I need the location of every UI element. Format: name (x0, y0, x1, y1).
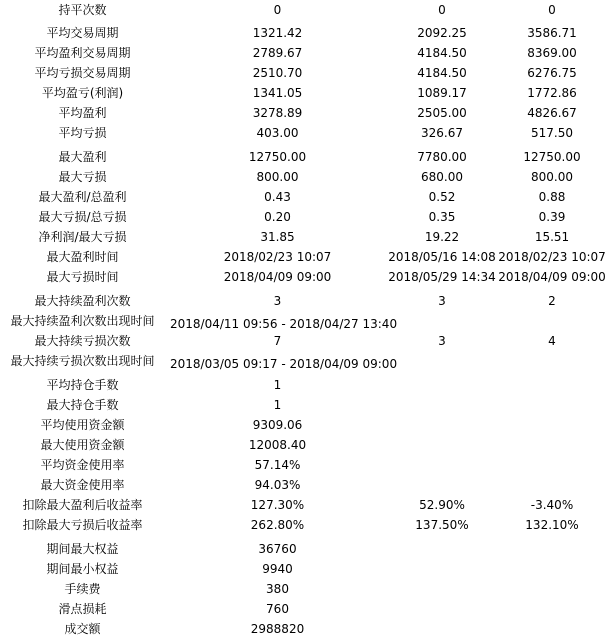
row-label: 最大亏损 (58, 170, 107, 184)
value-cell-3: 2018/02/23 10:07 (498, 250, 606, 264)
table-row (0, 455, 615, 475)
table-row (0, 83, 615, 103)
value-cell-3 (496, 415, 608, 435)
value-cell-3: 0 (548, 3, 556, 17)
row-label: 最大持续盈利次数 (34, 294, 131, 308)
row-label: 最大持续盈利次数出现时间 (10, 314, 155, 328)
row-label: 平均资金使用率 (40, 458, 125, 472)
value-cell-3: 0.88 (538, 190, 566, 204)
value-cell-3: 15.51 (534, 230, 570, 244)
table-row (0, 23, 615, 43)
table-row (0, 579, 615, 599)
table-row (0, 435, 615, 455)
row-label: 最大亏损时间 (46, 270, 119, 284)
value-cell-1: 0 (273, 3, 282, 17)
table-row (0, 559, 615, 579)
value-cell-2: 2505.00 (417, 106, 467, 120)
value-cell-3 (496, 599, 608, 619)
value-cell-1: 9940 (262, 562, 293, 576)
value-cell-3 (496, 311, 608, 331)
row-label: 平均交易周期 (46, 26, 119, 40)
row-label: 最大盈利 (58, 150, 107, 164)
table-row (0, 43, 615, 63)
value-cell-2 (388, 539, 496, 559)
value-cell-2: 2018/05/29 14:34 (388, 270, 496, 284)
value-cell-1: 12008.40 (248, 438, 307, 452)
value-cell-3 (496, 351, 608, 371)
value-cell-2: 0 (438, 3, 446, 17)
table-row (0, 415, 615, 435)
table-row (0, 395, 615, 415)
row-label: 平均亏损 (58, 126, 107, 140)
row-label: 最大持续亏损次数出现时间 (10, 354, 155, 368)
value-cell-2 (388, 395, 496, 415)
value-cell-3 (496, 475, 608, 495)
value-cell-1: 9309.06 (252, 418, 303, 432)
value-cell-2: 3 (438, 294, 446, 308)
value-cell-3: 132.10% (525, 518, 579, 532)
value-cell-1: 403.00 (256, 126, 299, 140)
table-row (0, 0, 615, 20)
value-cell-3: 8369.00 (527, 46, 577, 60)
table-row (0, 267, 615, 287)
value-cell-1: 0.43 (264, 190, 291, 204)
table-row (0, 63, 615, 83)
value-cell-2: 0.35 (428, 210, 456, 224)
value-cell-3 (496, 395, 608, 415)
table-row (0, 167, 615, 187)
table-row (0, 147, 615, 167)
table-row (0, 123, 615, 143)
row-label: 成交额 (64, 622, 101, 636)
value-cell-1: 12750.00 (248, 150, 307, 164)
value-cell-3: 2018/04/09 09:00 (498, 270, 606, 284)
value-cell-3: 12750.00 (523, 150, 581, 164)
value-cell-2 (388, 619, 496, 639)
value-cell-1: 1341.05 (252, 86, 303, 100)
table-row (0, 291, 615, 311)
row-label: 手续费 (64, 582, 101, 596)
value-cell-1: 760 (266, 602, 289, 616)
value-cell-1: 127.30% (250, 498, 305, 512)
value-cell-3 (496, 435, 608, 455)
value-cell-2 (388, 435, 496, 455)
value-cell-1: 3278.89 (252, 106, 303, 120)
table-row (0, 375, 615, 395)
value-cell-2: 326.67 (421, 126, 463, 140)
value-cell-2 (388, 579, 496, 599)
value-cell-3 (496, 539, 608, 559)
value-cell-2 (388, 351, 496, 371)
table-row (0, 475, 615, 495)
value-cell-3: 517.50 (531, 126, 573, 140)
row-label: 滑点损耗 (58, 602, 107, 616)
value-cell-1: 2510.70 (252, 66, 303, 80)
row-label: 持平次数 (58, 3, 107, 17)
table-row (0, 351, 615, 371)
value-cell-3: 0.39 (538, 210, 566, 224)
value-cell-3: 3586.71 (527, 26, 577, 40)
value-cell-1: 2018/02/23 10:07 (223, 250, 332, 264)
value-cell-2: 19.22 (424, 230, 460, 244)
row-label: 扣除最大亏损后收益率 (22, 518, 143, 532)
table-row (0, 311, 615, 331)
row-label: 最大亏损/总亏损 (38, 210, 127, 224)
value-cell-2: 2018/05/16 14:08 (388, 250, 496, 264)
table-row (0, 103, 615, 123)
value-cell-2: 3 (438, 334, 446, 348)
row-label: 平均亏损交易周期 (34, 66, 131, 80)
table-row (0, 207, 615, 227)
value-cell-3: 1772.86 (527, 86, 577, 100)
value-cell-2 (388, 599, 496, 619)
row-label: 平均盈利 (58, 106, 107, 120)
value-cell-2 (388, 311, 496, 331)
row-label: 最大持仓手数 (46, 398, 119, 412)
value-cell-3 (496, 559, 608, 579)
row-label: 最大使用资金额 (40, 438, 125, 452)
table-row (0, 187, 615, 207)
table-row (0, 619, 615, 639)
value-cell-1: 380 (266, 582, 289, 596)
row-label: 最大持续亏损次数 (34, 334, 131, 348)
value-cell-1: 2988820 (250, 622, 305, 636)
value-cell-3 (496, 375, 608, 395)
value-cell-2: 2092.25 (417, 26, 467, 40)
value-cell-1: 36760 (258, 542, 297, 556)
value-cell-2: 137.50% (415, 518, 469, 532)
value-cell-2: 1089.17 (417, 86, 467, 100)
value-cell-2 (388, 415, 496, 435)
value-cell-1: 2018/04/11 09:56 - 2018/04/27 13:40 (170, 317, 398, 331)
value-cell-1: 57.14% (254, 458, 301, 472)
value-cell-1: 800.00 (256, 170, 299, 184)
value-cell-3: 4 (548, 334, 556, 348)
value-cell-3 (496, 619, 608, 639)
table-row (0, 539, 615, 559)
value-cell-1: 0.20 (264, 210, 291, 224)
value-cell-2: 4184.50 (417, 66, 467, 80)
table-row (0, 247, 615, 267)
row-label: 平均使用资金额 (40, 418, 125, 432)
value-cell-2: 4184.50 (417, 46, 467, 60)
row-label: 期间最大权益 (46, 542, 119, 556)
value-cell-3 (496, 579, 608, 599)
value-cell-3: 6276.75 (527, 66, 577, 80)
value-cell-1: 1 (273, 398, 282, 412)
value-cell-1: 7 (273, 334, 282, 348)
table-row (0, 495, 615, 515)
table-row (0, 599, 615, 619)
value-cell-3: -3.40% (530, 498, 574, 512)
row-label: 平均持仓手数 (46, 378, 119, 392)
row-label: 平均盈亏(利润) (41, 86, 124, 100)
table-row (0, 227, 615, 247)
value-cell-2: 52.90% (419, 498, 465, 512)
value-cell-2: 7780.00 (417, 150, 467, 164)
value-cell-3: 800.00 (531, 170, 573, 184)
value-cell-1: 1321.42 (252, 26, 303, 40)
value-cell-1: 31.85 (260, 230, 295, 244)
row-label: 平均盈利交易周期 (34, 46, 131, 60)
value-cell-3: 2 (548, 294, 556, 308)
row-label: 扣除最大盈利后收益率 (22, 498, 143, 512)
table-row (0, 515, 615, 535)
value-cell-1: 2018/03/05 09:17 - 2018/04/09 09:00 (170, 357, 398, 371)
row-label: 期间最小权益 (46, 562, 119, 576)
value-cell-3 (496, 455, 608, 475)
value-cell-1: 1 (273, 378, 282, 392)
value-cell-1: 94.03% (254, 478, 301, 492)
value-cell-2 (388, 475, 496, 495)
value-cell-2: 0.52 (428, 190, 456, 204)
value-cell-3: 4826.67 (527, 106, 577, 120)
row-label: 净利润/最大亏损 (38, 230, 127, 244)
value-cell-1: 2789.67 (252, 46, 303, 60)
value-cell-2 (388, 375, 496, 395)
value-cell-1: 2018/04/09 09:00 (223, 270, 332, 284)
row-label: 最大盈利/总盈利 (38, 190, 127, 204)
value-cell-1: 262.80% (250, 518, 305, 532)
row-label: 最大资金使用率 (40, 478, 125, 492)
value-cell-1: 3 (273, 294, 282, 308)
value-cell-2 (388, 455, 496, 475)
table-row (0, 331, 615, 351)
value-cell-2: 680.00 (421, 170, 463, 184)
row-label: 最大盈利时间 (46, 250, 119, 264)
value-cell-2 (388, 559, 496, 579)
